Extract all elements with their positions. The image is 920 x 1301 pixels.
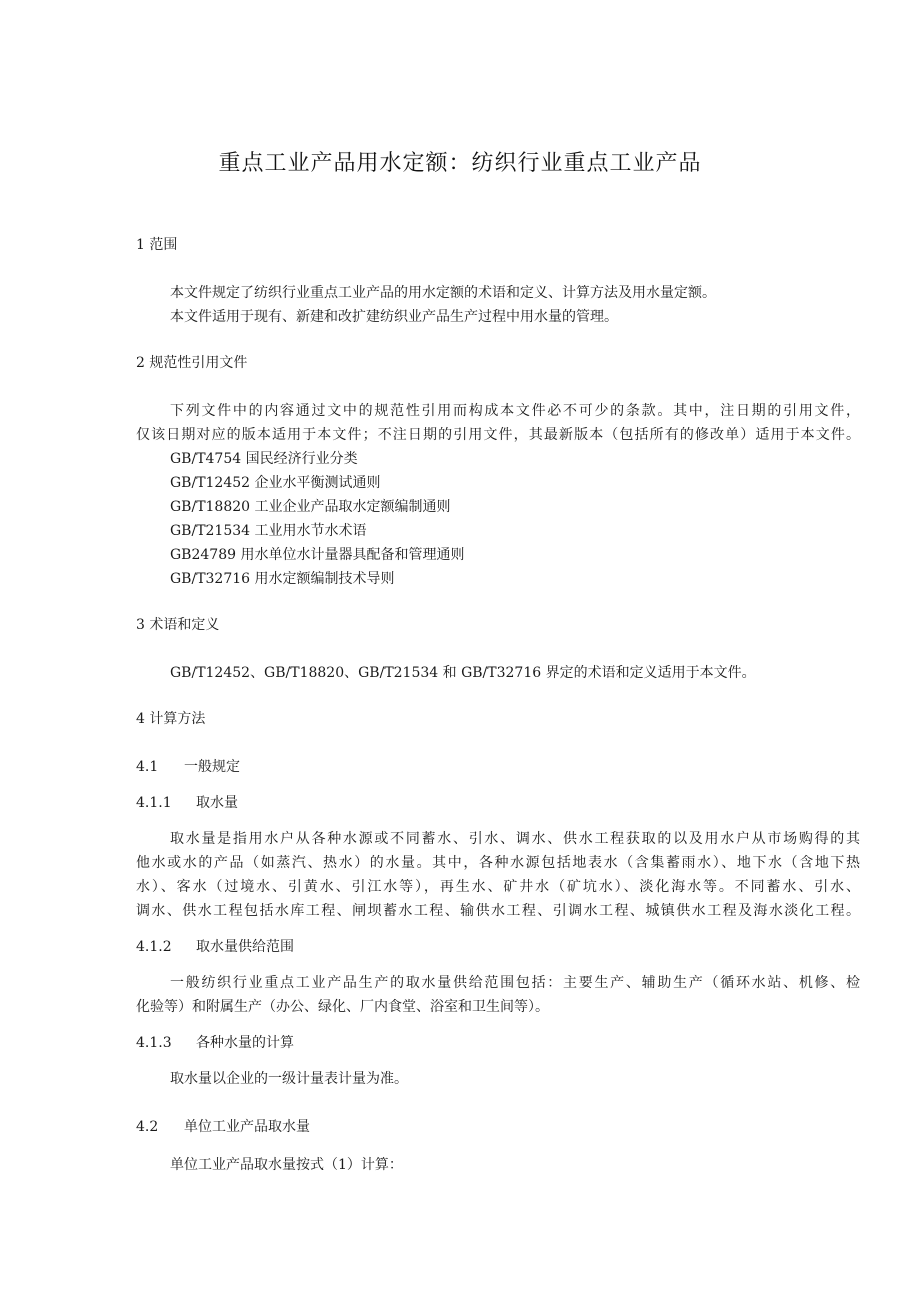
- paragraph-line: 单位工业产品取水量按式（1）计算：: [170, 1157, 403, 1173]
- subsection-number: 4.1.1: [136, 795, 172, 811]
- subsection-number: 4.1.2: [136, 939, 172, 955]
- section-2-heading: 2 规范性引用文件: [136, 355, 248, 371]
- subsection-4-2-heading: [136, 1117, 310, 1137]
- subsection-4-1-heading: [136, 757, 240, 777]
- subsection-4-1-3-heading: [136, 1033, 294, 1053]
- subsection-number: 4.1.3: [136, 1035, 172, 1051]
- subsection-title: 单位工业产品取水量: [184, 1119, 310, 1135]
- paragraph-line: 取水量是指用水户从各种水源或不同蓄水、引水、调水、供水工程获取的以及用水户从市场购得的其: [170, 831, 860, 847]
- paragraph-line: 水）、客水（过境水、引黄水、引江水等），再生水、矿井水（矿坑水）、淡化海水等。不同蓄水、引水、: [136, 879, 860, 895]
- paragraph-line: 调水、供水工程包括水库工程、闸坝蓄水工程、输供水工程、引调水工程、城镇供水工程及海水淡化工程。: [136, 903, 860, 919]
- subsection-number: 4.2: [136, 1119, 159, 1135]
- reference-item: GB24789 用水单位水计量器具配备和管理通则: [170, 547, 465, 563]
- page-title: 重点工业产品用水定额：纺织行业重点工业产品: [218, 151, 702, 176]
- subsection-title: 取水量: [196, 795, 238, 811]
- subsection-title: 取水量供给范围: [196, 939, 294, 955]
- paragraph-line: 取水量以企业的一级计量表计量为准。: [170, 1071, 408, 1087]
- subsection-title: 一般规定: [184, 759, 240, 775]
- section-4-heading: 4 计算方法: [136, 711, 206, 727]
- reference-item: GB/T32716 用水定额编制技术导则: [170, 571, 395, 587]
- reference-item: GB/T12452 企业水平衡测试通则: [170, 475, 381, 491]
- reference-item: GB/T21534 工业用水节水术语: [170, 523, 367, 539]
- section-3-heading: 3 术语和定义: [136, 617, 220, 633]
- subsection-number: 4.1: [136, 759, 159, 775]
- section-2-paragraph-line-2: 仅该日期对应的版本适用于本文件；不注日期的引用文件，其最新版本（包括所有的修改单）适用于本文件。: [136, 427, 860, 443]
- subsection-4-1-2-heading: [136, 937, 294, 957]
- reference-item: GB/T18820 工业企业产品取水定额编制通则: [170, 499, 451, 515]
- subsection-4-1-1-heading: [136, 793, 238, 813]
- paragraph-line: 一般纺织行业重点工业产品生产的取水量供给范围包括：主要生产、辅助生产（循环水站、机修、检: [170, 975, 860, 991]
- section-1-heading: 1 范围: [136, 237, 178, 253]
- paragraph-line: 化验等）和附属生产（办公、绿化、厂内食堂、浴室和卫生间等）。: [136, 999, 549, 1015]
- section-2-paragraph-line-1: 下列文件中的内容通过文中的规范性引用而构成本文件必不可少的条款。其中，注日期的引用文件，: [170, 403, 860, 419]
- reference-item: GB/T4754 国民经济行业分类: [170, 451, 358, 467]
- section-3-paragraph: GB/T12452、GB/T18820、GB/T21534 和 GB/T32716 界定的术语和定义适用于本文件。: [170, 665, 756, 681]
- section-1-paragraph-2: 本文件适用于现有、新建和改扩建纺织业产品生产过程中用水量的管理。: [170, 309, 618, 325]
- paragraph-line: 他水或水的产品（如蒸汽、热水）的水量。其中，各种水源包括地表水（含集蓄雨水）、地下水（含地下热: [136, 855, 860, 871]
- subsection-title: 各种水量的计算: [196, 1035, 294, 1051]
- section-1-paragraph-1: 本文件规定了纺织行业重点工业产品的用水定额的术语和定义、计算方法及用水量定额。: [170, 285, 716, 301]
